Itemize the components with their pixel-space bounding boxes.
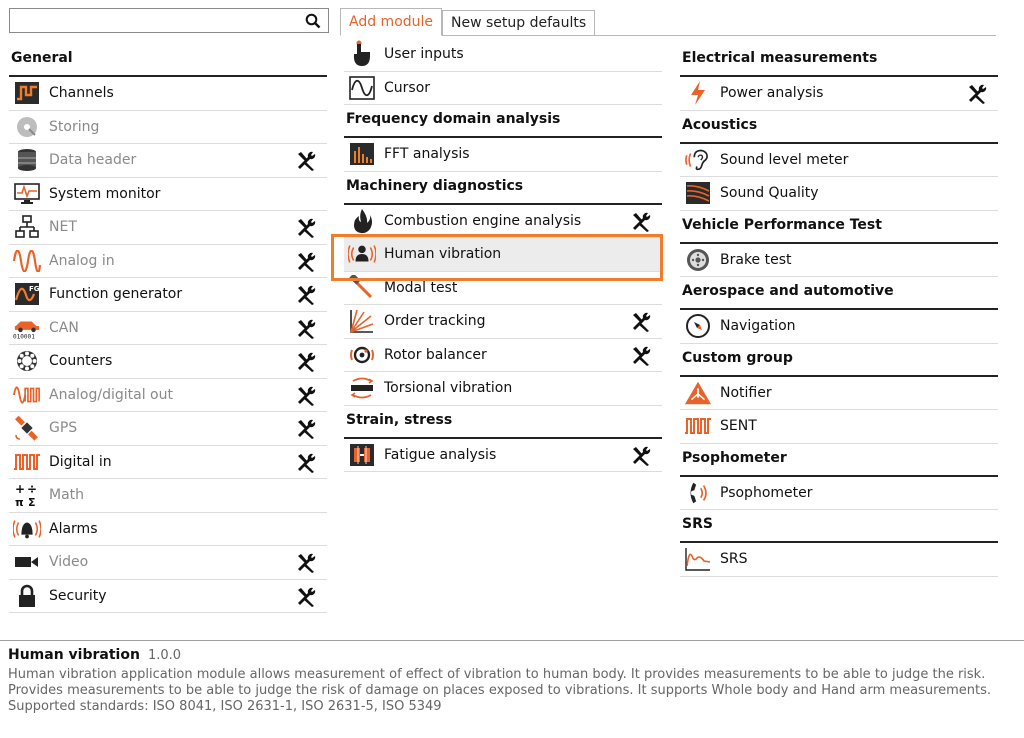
section-general: General (9, 44, 327, 77)
settings-tools-icon[interactable] (295, 150, 317, 172)
module-sound-level-meter[interactable] (680, 144, 998, 178)
network-icon (13, 214, 41, 240)
module-sent[interactable] (680, 410, 998, 444)
can-bus-icon (13, 315, 41, 341)
monitor-icon (13, 181, 41, 207)
notifier-triangle-icon (684, 380, 712, 406)
module-label: Video (49, 554, 89, 571)
module-label: Function generator (49, 286, 183, 303)
module-info-panel (8, 647, 1018, 715)
module-label: Channels (49, 85, 114, 102)
cursor-wave-icon (348, 75, 376, 101)
module-label: Brake test (720, 251, 792, 268)
svg-text:+: + (15, 482, 26, 497)
storing-icon (13, 114, 41, 140)
module-label: Rotor balancer (384, 346, 487, 363)
module-alarms[interactable] (9, 513, 327, 547)
tab-add-module[interactable]: Add module (340, 8, 442, 36)
math-symbols-icon (13, 482, 41, 508)
info-separator (0, 640, 1024, 641)
module-psophometer[interactable] (680, 477, 998, 511)
channels-icon (13, 80, 41, 106)
module-combustion-engine-analysis[interactable] (344, 205, 662, 239)
svg-text:Σ: Σ (28, 496, 36, 509)
satellite-icon (13, 415, 41, 441)
alarm-bell-icon (13, 516, 41, 542)
module-label: User inputs (384, 46, 464, 63)
module-label: Sound level meter (720, 151, 849, 168)
lock-icon (13, 583, 41, 609)
sine-wave-icon (13, 248, 41, 274)
module-fatigue-analysis[interactable] (344, 439, 662, 473)
module-label: SENT (720, 418, 757, 435)
search-input[interactable] (10, 9, 300, 31)
section-strain-stress: Strain, stress (344, 406, 662, 439)
section-machinery-diagnostics: Machinery diagnostics (344, 172, 662, 205)
torsion-shaft-icon (348, 375, 376, 401)
section-srs: SRS (680, 510, 998, 543)
digital-pulse-icon (684, 413, 712, 439)
rotor-icon (348, 342, 376, 368)
middle-column (344, 38, 662, 472)
module-math[interactable] (9, 479, 327, 513)
module-security[interactable] (9, 580, 327, 614)
settings-tools-icon[interactable] (295, 552, 317, 574)
srs-plot-icon (684, 546, 712, 572)
section-frequency-domain-analysis: Frequency domain analysis (344, 105, 662, 138)
settings-tools-icon[interactable] (295, 251, 317, 273)
module-search[interactable] (9, 8, 329, 33)
settings-tools-icon[interactable] (966, 83, 988, 105)
digital-pulse-icon (13, 449, 41, 475)
svg-text:FG: FG (29, 285, 40, 294)
database-icon (13, 147, 41, 173)
section-aerospace-and-automotive: Aerospace and automotive (680, 277, 998, 310)
settings-tools-icon[interactable] (295, 318, 317, 340)
module-notifier[interactable] (680, 377, 998, 411)
module-label: Counters (49, 353, 113, 370)
module-can[interactable] (9, 312, 327, 346)
section-custom-group: Custom group (680, 344, 998, 377)
module-video[interactable] (9, 546, 327, 580)
module-rotor-balancer[interactable] (344, 339, 662, 373)
module-label: Torsional vibration (384, 380, 513, 397)
section-acoustics: Acoustics (680, 111, 998, 144)
module-label: Data header (49, 152, 137, 169)
module-label: Human vibration (384, 246, 502, 263)
module-sound-quality[interactable] (680, 177, 998, 211)
fft-spectrum-icon (348, 141, 376, 167)
telephone-icon (684, 480, 712, 506)
lightning-icon (684, 80, 712, 106)
module-label: Security (49, 587, 107, 604)
module-srs[interactable] (680, 543, 998, 577)
order-tracking-icon (348, 308, 376, 334)
module-analog-digital-out[interactable] (9, 379, 327, 413)
general-column (9, 44, 327, 613)
module-brake-test[interactable] (680, 244, 998, 278)
settings-tools-icon[interactable] (295, 452, 317, 474)
settings-tools-icon[interactable] (630, 211, 652, 233)
module-label: Digital in (49, 453, 112, 470)
brake-disc-icon (684, 247, 712, 273)
module-user-inputs[interactable] (344, 38, 662, 72)
tab-new-setup-defaults[interactable]: New setup defaults (442, 10, 595, 36)
compass-icon (684, 313, 712, 339)
ear-icon (684, 147, 712, 173)
svg-text:÷: ÷ (27, 482, 38, 497)
module-label: Modal test (384, 279, 458, 296)
settings-tools-icon[interactable] (630, 345, 652, 367)
section-electrical-measurements: Electrical measurements (680, 44, 998, 77)
counter-wheel-icon (13, 348, 41, 374)
fatigue-icon (348, 442, 376, 468)
analog-digital-wave-icon (13, 382, 41, 408)
info-version: 1.0.0 (147, 648, 182, 663)
module-label: Power analysis (720, 85, 824, 102)
module-label: System monitor (49, 185, 161, 202)
module-label: Navigation (720, 318, 796, 335)
section-psophometer: Psophometer (680, 444, 998, 477)
module-label: Psophometer (720, 484, 813, 501)
svg-text:010001: 010001 (13, 333, 35, 340)
settings-tools-icon[interactable] (295, 217, 317, 239)
module-gps[interactable] (9, 412, 327, 446)
settings-tools-icon[interactable] (295, 586, 317, 608)
module-system-monitor[interactable] (9, 178, 327, 212)
module-navigation[interactable] (680, 310, 998, 344)
sound-quality-icon (684, 180, 712, 206)
video-camera-icon (13, 549, 41, 575)
module-label: Alarms (49, 520, 98, 537)
module-torsional-vibration[interactable] (344, 372, 662, 406)
module-digital-in[interactable] (9, 446, 327, 480)
module-data-header[interactable] (9, 144, 327, 178)
module-power-analysis[interactable] (680, 77, 998, 111)
module-label: Analog/digital out (49, 386, 173, 403)
info-title: Human vibration (8, 647, 140, 663)
module-counters[interactable] (9, 345, 327, 379)
module-human-vibration[interactable] (344, 238, 662, 272)
module-label: NET (49, 219, 77, 236)
module-label: Storing (49, 118, 100, 135)
module-label: Fatigue analysis (384, 446, 497, 463)
module-analog-in[interactable] (9, 245, 327, 279)
module-label: Cursor (384, 79, 431, 96)
function-generator-icon (13, 281, 41, 307)
settings-tools-icon[interactable] (295, 284, 317, 306)
module-label: Math (49, 487, 85, 504)
module-cursor[interactable] (344, 72, 662, 106)
module-label: FFT analysis (384, 146, 470, 163)
settings-tools-icon[interactable] (295, 351, 317, 373)
module-net[interactable] (9, 211, 327, 245)
module-label: GPS (49, 420, 78, 437)
settings-tools-icon[interactable] (295, 385, 317, 407)
search-icon[interactable] (305, 13, 321, 29)
module-fft-analysis[interactable] (344, 138, 662, 172)
settings-tools-icon[interactable] (630, 445, 652, 467)
module-order-tracking[interactable] (344, 305, 662, 339)
hammer-icon (348, 275, 376, 301)
module-label: Combustion engine analysis (384, 212, 582, 229)
right-column (680, 44, 998, 577)
module-label: Sound Quality (720, 185, 819, 202)
human-vibration-icon (348, 241, 376, 267)
module-function-generator[interactable] (9, 278, 327, 312)
module-label: SRS (720, 551, 748, 568)
settings-tools-icon[interactable] (295, 418, 317, 440)
info-description: Human vibration application module allows measurement of effect of vibration to human body. It provides measurements to be able to judge the risk. Provides measurements to be able to judge the risk of damage on places exposed to vibrations. It supports Whole body and Hand arm measurements. Supported standards: ISO 8041, ISO 2631-1, ISO 2631-5, ISO 5349 (8, 667, 992, 714)
settings-tools-icon[interactable] (630, 311, 652, 333)
module-label: CAN (49, 319, 79, 336)
module-modal-test[interactable] (344, 272, 662, 306)
flame-icon (348, 208, 376, 234)
module-channels[interactable] (9, 77, 327, 111)
pointing-hand-icon (348, 41, 376, 67)
module-storing[interactable] (9, 111, 327, 145)
tab-bar (340, 6, 996, 36)
svg-text:π: π (15, 496, 24, 509)
module-label: Analog in (49, 252, 115, 269)
section-vehicle-performance-test: Vehicle Performance Test (680, 211, 998, 244)
module-label: Order tracking (384, 313, 486, 330)
module-label: Notifier (720, 384, 772, 401)
